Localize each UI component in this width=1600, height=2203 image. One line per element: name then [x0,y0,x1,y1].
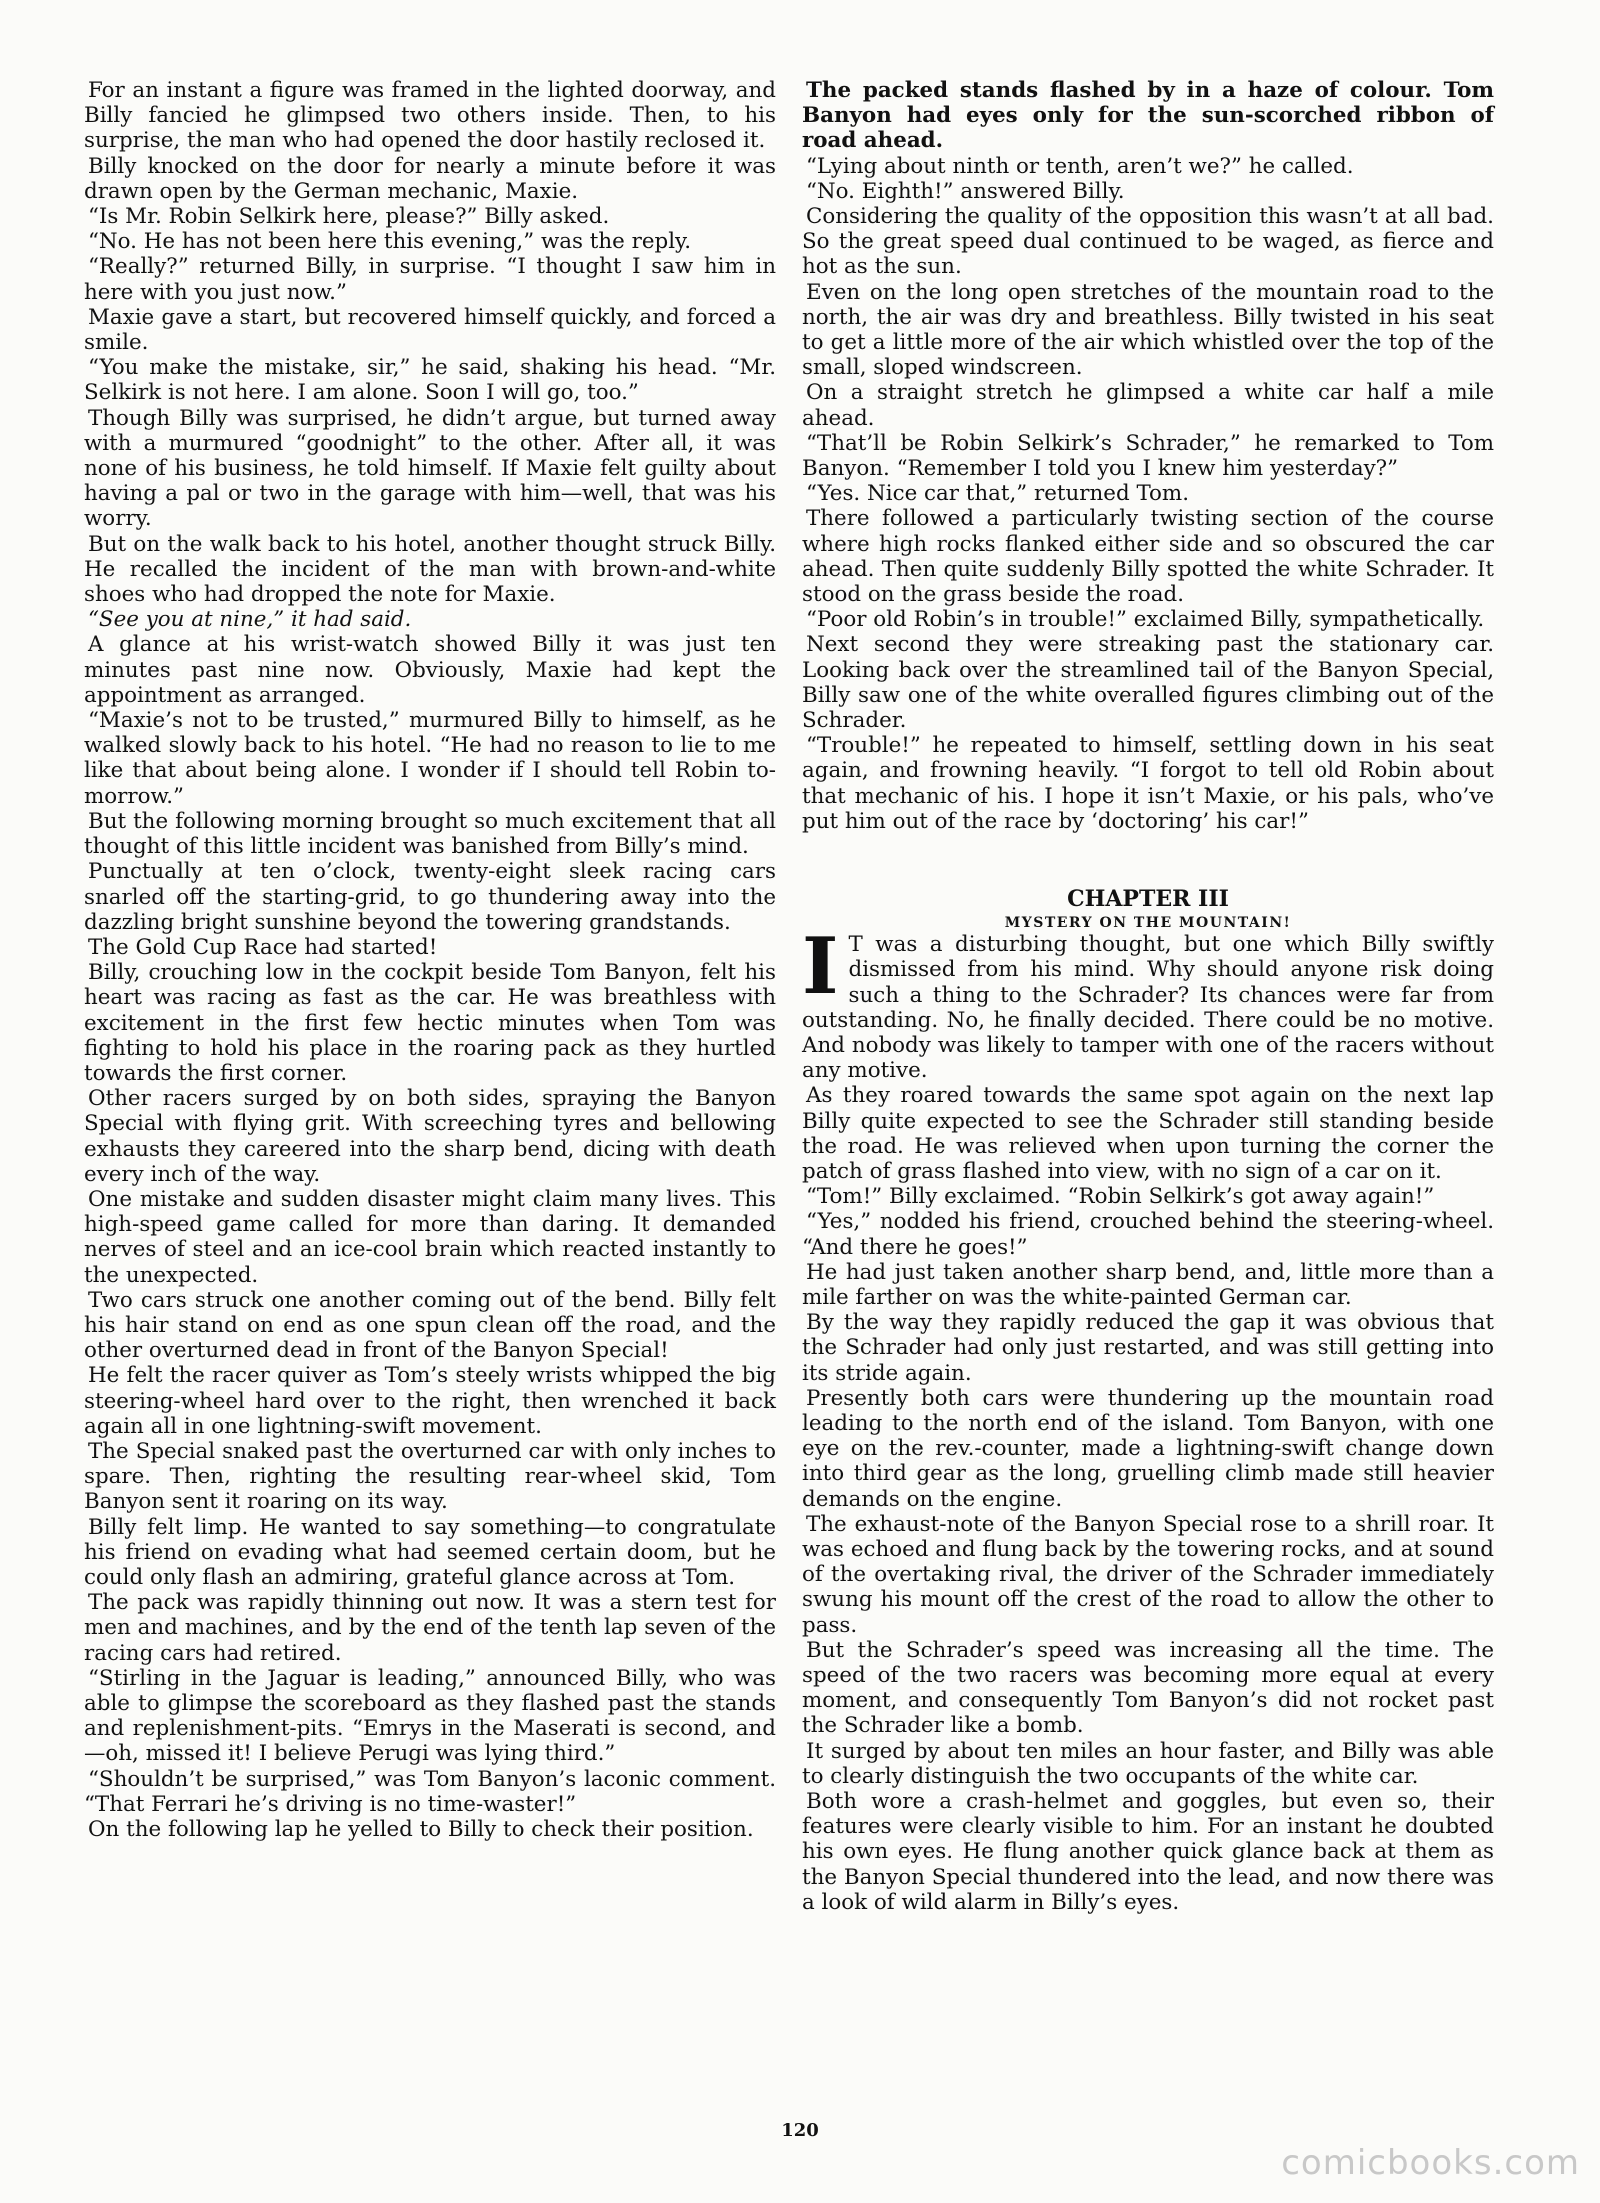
paragraph: Next second they were streaking past the stationary car. Looking back over the streamlined tail of the Banyon Special, Billy saw one of the white overalled figures climbing out of the Schrader. [802,632,1494,734]
paragraph: “Stirling in the Jaguar is leading,” announced Billy, who was able to glimpse the scoreboard as they flashed past the stands and replenishment-pits. “Emrys in the Maserati is second, and—oh, missed it! I believe Perugi was lying third.” [84,1665,776,1767]
paragraph: “See you at nine,” it had said. [88,607,412,633]
page-number: 120 [781,2120,819,2141]
paragraph: By the way they rapidly reduced the gap it was obvious that the Schrader had only just restarted, and was still getting into its stride again. [802,1310,1494,1386]
paragraph: Considering the quality of the opposition this wasn’t at all bad. So the great speed dual continued to be waged, as fierce and hot as the sun. [802,204,1494,280]
watermark: comicbooks.com [1281,2143,1580,2183]
paragraph: Other racers surged by on both sides, spraying the Banyon Special with flying grit. With screeching tyres and bellowing exhausts they careered into the sharp bend, dicing with death every inch of the way. [84,1086,776,1187]
paragraph: But the Schrader’s speed was increasing all the time. The speed of the two racers was becoming more equal at every moment, and consequently Tom Banyon’s did not rocket past the Schrader like a bomb. [802,1637,1494,1739]
paragraph: The exhaust-note of the Banyon Special rose to a shrill roar. It was echoed and flung back by the towering rocks, and at sound of the overtaking rival, the driver of the Schrader immediately swung his mount off the crest of the road to allow the other to pass. [802,1511,1494,1638]
paragraph: Punctually at ten o’clock, twenty-eight sleek racing cars snarled off the starting-grid, to go thundering away into the dazzling bright sunshine beyond the towering grandstands. [84,859,776,935]
paragraph: But on the walk back to his hotel, another thought struck Billy. He recalled the incident of the man with brown-and-white shoes who had dropped the note for Maxie. [84,531,776,608]
chapter-first-paragraph-text: T was a disturbing thought, but one which Billy swiftly dismissed from his mind. Why should anyone risk doing such a thing to the Schrader? Its chances were far from outstanding. No, he finally decided. There could be no motive. And nobody was likely to tamper with one of the racers without any motive. [802,932,1494,1084]
chapter-title: CHAPTER III [1067,886,1229,913]
paragraph: Maxie gave a start, but recovered himself quickly, and forced a smile. [84,304,776,356]
paragraph: “Poor old Robin’s in trouble!” exclaimed Billy, sympathetically. [806,607,1485,633]
paragraph: For an instant a figure was framed in the lighted doorway, and Billy fancied he glimpsed two others inside. Then, to his surprise, the man who had opened the door hastily reclosed it. [84,78,776,154]
drop-cap: I [802,921,839,1013]
paragraph: “Yes. Nice car that,” returned Tom. [806,481,1190,507]
paragraph: Two cars struck one another coming out of the bend. Billy felt his hair stand on end as one spun clean off the road, and the other overturned dead in front of the Banyon Special! [84,1287,776,1364]
paragraph: But the following morning brought so much excitement that all thought of this little incident was banished from Billy’s mind. [84,808,776,860]
paragraph: “Really?” returned Billy, in surprise. “I thought I saw him in here with you just now.” [84,254,776,305]
paragraph: One mistake and sudden disaster might claim many lives. This high-speed game called for more than daring. It demanded nerves of steel and an ice-cool brain which reacted instantly to the unexpected. [84,1186,776,1288]
paragraph: There followed a particularly twisting section of the course where high rocks flanked either side and so obscured the car ahead. Then quite suddenly Billy spotted the white Schrader. It stood on the grass beside the road. [802,506,1494,608]
paragraph: “Yes,” nodded his friend, crouched behind the steering-wheel. “And there he goes!” [802,1209,1494,1260]
paragraph: “No. He has not been here this evening,” was the reply. [88,229,692,255]
paragraph: A glance at his wrist-watch showed Billy it was just ten minutes past nine now. Obviously, Maxie had kept the appointment as arranged. [84,632,776,708]
paragraph: “No. Eighth!” answered Billy. [806,178,1125,204]
paragraph: He felt the racer quiver as Tom’s steely wrists whipped the big steering-wheel hard over to the right, then wrenched it back again all in one lightning-swift movement. [84,1363,776,1439]
paragraph: Billy felt limp. He wanted to say something—to congratulate his friend on evading what had seemed certain doom, but he could only flash an admiring, grateful glance across at Tom. [84,1514,776,1590]
paragraph: The Special snaked past the overturned car with only inches to spare. Then, righting the resulting rear-wheel skid, Tom Banyon sent it roaring on its way. [84,1438,776,1515]
paragraph: Even on the long open stretches of the mountain road to the north, the air was dry and breathless. Billy twisted in his seat to get a little more of the air which whistled over the top of the small, sloped windscreen. [802,279,1494,381]
paragraph: “Trouble!” he repeated to himself, settling down in his seat again, and frowning heavily. “I forgot to tell old Robin about that mechanic of his. I hope it isn’t Maxie, or his pals, who’ve put him out of the race by ‘doctoring’ his car!” [802,733,1494,834]
paragraph: Both wore a crash-helmet and goggles, but even so, their features were clearly visible to him. For an instant he doubted his own eyes. He flung another quick glance back at them as the Banyon Special thundered into the lead, and now there was a look of wild alarm in Billy’s eyes. [802,1789,1494,1915]
paragraph: “Maxie’s not to be trusted,” murmured Billy to himself, as he walked slowly back to his hotel. “He had no reason to lie to me like that about being alone. I wonder if I should tell Robin to-morrow.” [84,708,776,809]
paragraph: “You make the mistake, sir,” he said, shaking his head. “Mr. Selkirk is not here. I am alone. Soon I will go, too.” [84,355,776,406]
paragraph: “Tom!” Billy exclaimed. “Robin Selkirk’s got away again!” [806,1184,1435,1210]
paragraph: The Gold Cup Race had started! [88,934,438,960]
paragraph: The packed stands flashed by in a haze of colour. Tom Banyon had eyes only for the sun-scorched ribbon of road ahead. [802,78,1494,154]
paragraph: Presently both cars were thundering up the mountain road leading to the north end of the island. Tom Banyon, with one eye on the rev.-counter, made a lightning-swift change down into third gear as the long, gruelling climb made still heavier demands on the engine. [802,1385,1494,1512]
paragraph: “That’ll be Robin Selkirk’s Schrader,” he remarked to Tom Banyon. “Remember I told you I knew him yesterday?” [802,430,1494,482]
right-column [802,78,1494,1915]
paragraph: Billy knocked on the door for nearly a minute before it was drawn open by the German mechanic, Maxie. [84,153,776,204]
left-column [84,78,776,1842]
paragraph: “Is Mr. Robin Selkirk here, please?” Billy asked. [88,204,610,230]
paragraph: It surged by about ten miles an hour faster, and Billy was able to clearly distinguish the two occupants of the white car. [802,1738,1494,1789]
paragraph: On a straight stretch he glimpsed a white car half a mile ahead. [802,380,1494,431]
paragraph: He had just taken another sharp bend, and, little more than a mile farther on was the white-painted German car. [802,1259,1494,1310]
paragraph: As they roared towards the same spot again on the next lap Billy quite expected to see the Schrader still standing beside the road. He was relieved when upon turning the corner the patch of grass flashed into view, with no sign of a car on it. [802,1083,1494,1184]
paragraph: On the following lap he yelled to Billy to check their position. [88,1817,754,1843]
paragraph: “Shouldn’t be surprised,” was Tom Banyon’s laconic comment. “That Ferrari he’s driving is no time-waster!” [84,1766,776,1817]
paragraph: Though Billy was surprised, he didn’t argue, but turned away with a murmured “goodnight” to the other. After all, it was none of his business, he told himself. If Maxie felt guilty about having a pal or two in the garage with him—well, that was his worry. [84,405,776,532]
chapter-subtitle: MYSTERY ON THE MOUNTAIN! [1004,915,1292,932]
paragraph: Billy, crouching low in the cockpit beside Tom Banyon, felt his heart was racing as fast as the car. He was breathless with excitement in the first few hectic minutes when Tom was fighting to hold his place in the roaring pack as they hurtled towards the first corner. [84,960,776,1086]
paragraph: The pack was rapidly thinning out now. It was a stern test for men and machines, and by the end of the tenth lap seven of the racing cars had retired. [84,1590,776,1666]
paragraph: “Lying about ninth or tenth, aren’t we?” he called. [806,153,1354,179]
